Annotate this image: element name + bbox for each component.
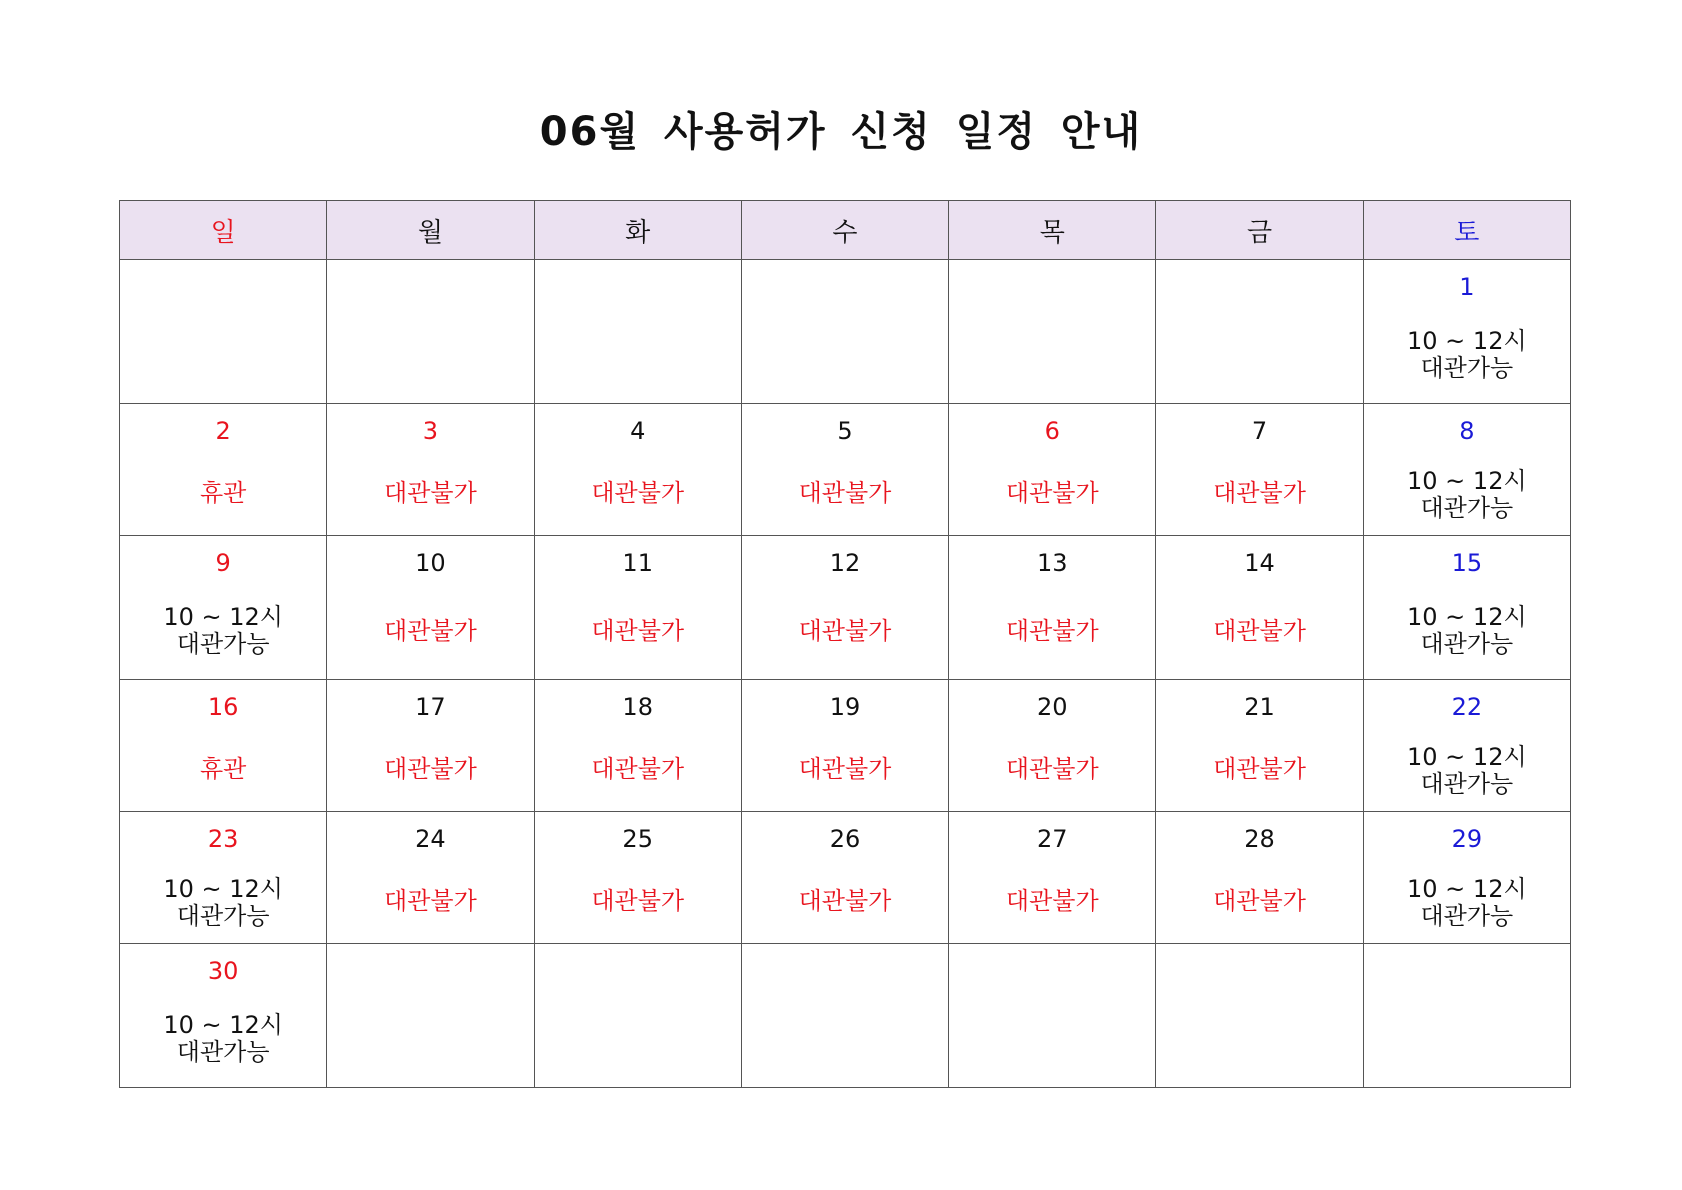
calendar-day-cell — [949, 944, 1156, 1088]
unavailable-note: 대관불가 — [798, 887, 892, 915]
calendar-day-cell — [1156, 536, 1363, 680]
weekday-header-sat: 토 — [1363, 201, 1570, 260]
calendar-week-row — [120, 944, 1571, 1088]
calendar-day-cell — [741, 680, 948, 812]
calendar-day-cell — [741, 944, 948, 1088]
calendar-day-cell — [741, 812, 948, 944]
calendar-day-cell — [120, 812, 327, 944]
availability-note: 10 ~ 12시 대관가능 — [163, 603, 283, 658]
day-number: 17 — [415, 693, 446, 721]
unavailable-note: 대관불가 — [591, 755, 685, 783]
day-number: 28 — [1244, 825, 1275, 853]
calendar-day-cell — [327, 680, 534, 812]
calendar-day-cell — [120, 680, 327, 812]
unavailable-note: 대관불가 — [384, 617, 477, 645]
calendar-day-cell — [534, 260, 741, 404]
calendar-week-row — [120, 680, 1571, 812]
unavailable-note: 대관불가 — [591, 479, 685, 507]
calendar-body — [120, 260, 1571, 1088]
calendar-week-row — [120, 404, 1571, 536]
calendar-day-cell — [327, 944, 534, 1088]
page-title: 06월 사용허가 신청 일정 안내 — [539, 109, 1143, 155]
calendar-day-cell — [120, 944, 327, 1088]
calendar-day-cell — [1363, 404, 1570, 536]
day-number: 5 — [837, 417, 853, 445]
unavailable-note: 대관불가 — [1213, 479, 1306, 507]
calendar-day-cell — [949, 536, 1156, 680]
calendar-day-cell — [1363, 260, 1570, 404]
calendar-day-cell — [1156, 812, 1363, 944]
day-number: 1 — [1459, 273, 1475, 301]
availability-note: 10 ~ 12시 대관가능 — [1407, 603, 1527, 658]
unavailable-note: 대관불가 — [1213, 617, 1306, 645]
weekday-header-thu: 목 — [949, 201, 1156, 260]
unavailable-note: 대관불가 — [1005, 755, 1099, 783]
day-number: 24 — [415, 825, 446, 853]
availability-note: 10 ~ 12시 대관가능 — [163, 875, 283, 930]
availability-note: 10 ~ 12시 대관가능 — [1407, 327, 1527, 382]
day-number: 8 — [1459, 417, 1475, 445]
calendar-day-cell — [534, 680, 741, 812]
calendar-day-cell — [741, 404, 948, 536]
calendar-day-cell — [327, 536, 534, 680]
calendar-day-cell — [120, 260, 327, 404]
unavailable-note: 대관불가 — [591, 617, 685, 645]
unavailable-note: 대관불가 — [1005, 887, 1099, 915]
calendar-day-cell — [741, 536, 948, 680]
unavailable-note: 대관불가 — [1005, 617, 1099, 645]
unavailable-note: 대관불가 — [1005, 479, 1099, 507]
calendar-day-cell — [1363, 536, 1570, 680]
calendar-week-row — [120, 812, 1571, 944]
day-number: 7 — [1251, 417, 1268, 445]
calendar-day-cell — [534, 404, 741, 536]
availability-note: 10 ~ 12시 대관가능 — [1407, 743, 1527, 798]
calendar-day-cell — [1156, 404, 1363, 536]
day-number: 11 — [622, 549, 653, 577]
day-number: 13 — [1036, 549, 1068, 577]
calendar-day-cell — [1156, 680, 1363, 812]
day-number: 10 — [415, 549, 446, 577]
calendar-day-cell — [949, 680, 1156, 812]
day-number: 27 — [1036, 825, 1068, 853]
day-number: 14 — [1244, 549, 1275, 577]
calendar-day-cell — [534, 536, 741, 680]
calendar-day-cell — [1156, 944, 1363, 1088]
unavailable-note: 대관불가 — [798, 755, 892, 783]
day-number: 21 — [1244, 693, 1275, 721]
availability-note: 10 ~ 12시 대관가능 — [1407, 467, 1527, 522]
day-number: 18 — [622, 693, 653, 721]
weekday-header-tue: 화 — [534, 201, 741, 260]
unavailable-note: 대관불가 — [1213, 887, 1306, 915]
weekday-header-mon: 월 — [327, 201, 534, 260]
day-number: 2 — [215, 417, 231, 445]
calendar-day-cell — [1156, 260, 1363, 404]
schedule-calendar — [119, 200, 1571, 1088]
weekday-header-sun: 일 — [120, 201, 327, 260]
calendar-day-cell — [1363, 680, 1570, 812]
unavailable-note: 대관불가 — [384, 479, 477, 507]
day-number: 29 — [1451, 825, 1483, 853]
calendar-day-cell — [327, 812, 534, 944]
day-number: 16 — [207, 693, 239, 721]
day-number: 19 — [829, 693, 861, 721]
weekday-header-row — [120, 201, 1571, 260]
day-number: 26 — [829, 825, 861, 853]
day-number: 22 — [1451, 693, 1483, 721]
weekday-header-wed: 수 — [741, 201, 948, 260]
calendar-day-cell — [120, 404, 327, 536]
availability-note: 10 ~ 12시 대관가능 — [1407, 875, 1527, 930]
calendar-day-cell — [949, 812, 1156, 944]
calendar-day-cell — [949, 404, 1156, 536]
closed-note: 휴관 — [199, 479, 247, 507]
calendar-day-cell — [534, 812, 741, 944]
unavailable-note: 대관불가 — [1213, 755, 1306, 783]
day-number: 12 — [829, 549, 861, 577]
day-number: 9 — [215, 549, 231, 577]
calendar-day-cell — [741, 260, 948, 404]
day-number: 30 — [207, 957, 239, 985]
day-number: 4 — [630, 417, 646, 445]
day-number: 23 — [207, 825, 239, 853]
calendar-day-cell — [327, 404, 534, 536]
calendar-day-cell — [120, 536, 327, 680]
calendar-day-cell — [534, 944, 741, 1088]
calendar-day-cell — [949, 260, 1156, 404]
calendar-day-cell — [327, 260, 534, 404]
availability-note: 10 ~ 12시 대관가능 — [163, 1011, 283, 1066]
unavailable-note: 대관불가 — [591, 887, 685, 915]
unavailable-note: 대관불가 — [384, 755, 477, 783]
closed-note: 휴관 — [199, 755, 247, 783]
day-number: 6 — [1044, 417, 1060, 445]
calendar-day-cell — [1363, 812, 1570, 944]
calendar-week-row — [120, 536, 1571, 680]
day-number: 15 — [1451, 549, 1483, 577]
unavailable-note: 대관불가 — [384, 887, 477, 915]
day-number: 25 — [622, 825, 653, 853]
day-number: 3 — [422, 417, 439, 445]
calendar-day-cell — [1363, 944, 1570, 1088]
weekday-header-fri: 금 — [1156, 201, 1363, 260]
unavailable-note: 대관불가 — [798, 479, 892, 507]
unavailable-note: 대관불가 — [798, 617, 892, 645]
calendar-week-row — [120, 260, 1571, 404]
day-number: 20 — [1036, 693, 1068, 721]
